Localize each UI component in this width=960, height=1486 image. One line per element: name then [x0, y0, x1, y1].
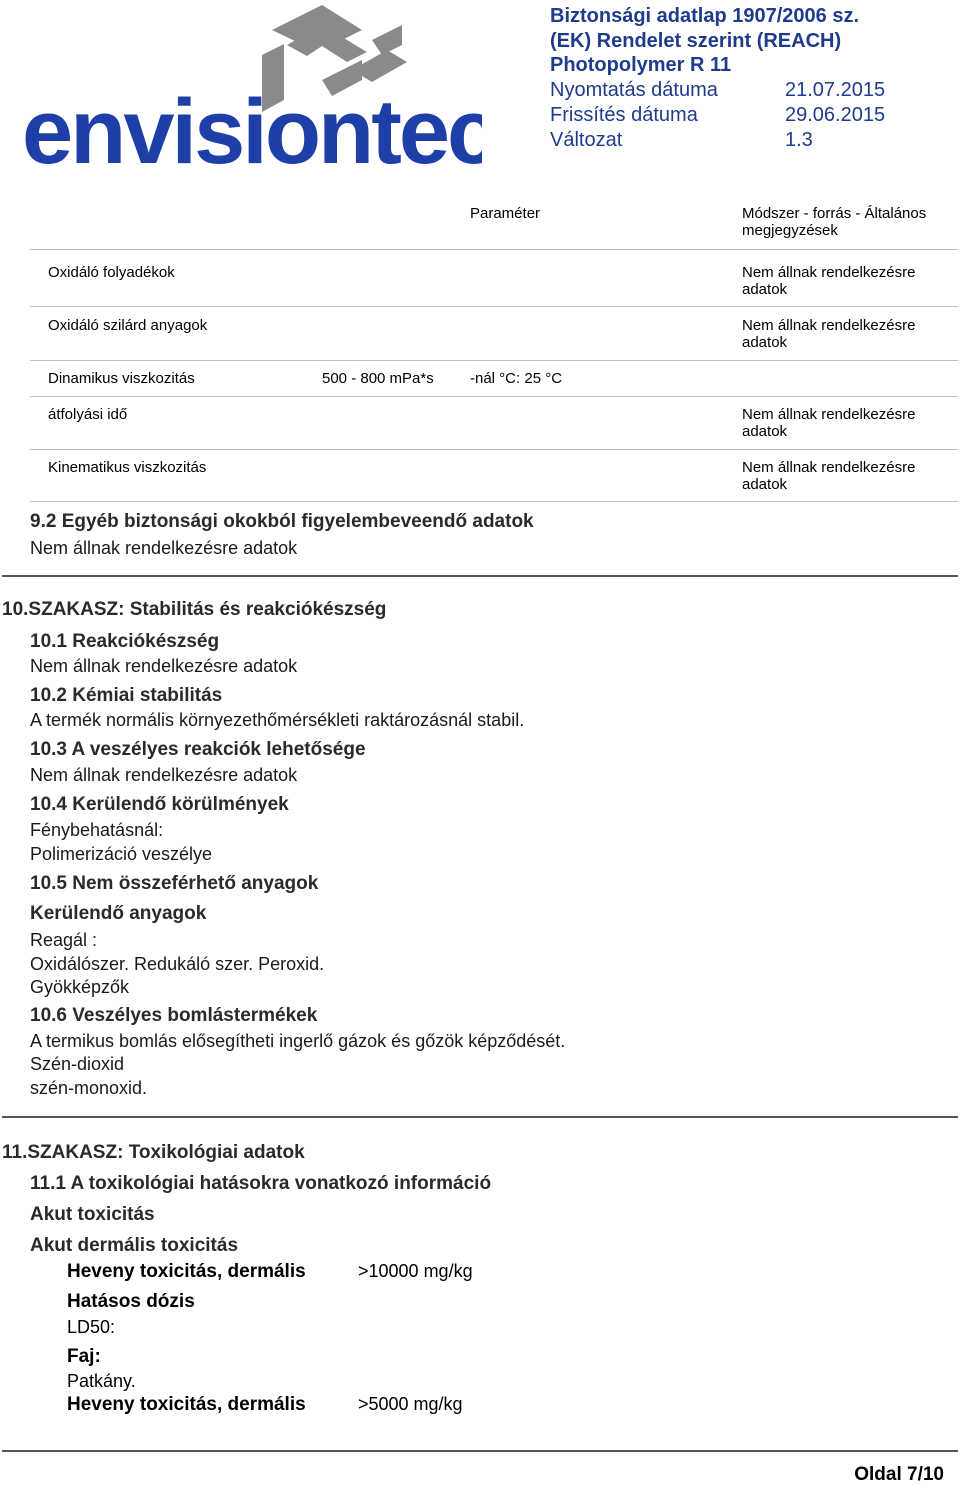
entry1-value: >10000 mg/kg — [358, 1261, 473, 1281]
table-row-divider — [30, 396, 958, 397]
section-11-1-heading: 11.1 A toxikológiai hatásokra vonatkozó információ — [30, 1173, 492, 1194]
entry1-label: Heveny toxicitás, dermális — [67, 1261, 306, 1282]
acute-dermal-toxicity-heading: Akut dermális toxicitás — [30, 1235, 239, 1256]
section-10-6-text3: szén-monoxid. — [30, 1078, 148, 1098]
section-10-1-heading: 10.1 Reakciókészség — [30, 631, 220, 652]
table-row-name: Kinematikus viszkozitás — [48, 459, 207, 476]
section-11-heading: 11.SZAKASZ: Toxikológiai adatok — [2, 1142, 305, 1163]
entry2-value: >5000 mg/kg — [358, 1394, 463, 1414]
section-divider — [2, 1116, 958, 1118]
section-10-4-heading: 10.4 Kerülendő körülmények — [30, 794, 289, 815]
section-10-heading: 10.SZAKASZ: Stabilitás és reakciókészség — [2, 599, 387, 620]
page-number: Oldal 7/10 — [854, 1464, 944, 1485]
section-10-5-text3: Gyökképzők — [30, 977, 130, 997]
table-row-note-line2: adatok — [742, 334, 788, 351]
column-header-parameter: Paraméter — [470, 205, 541, 222]
table-row-divider — [30, 306, 958, 307]
company-logo — [22, 0, 482, 178]
section-10-5-text2: Oxidálószer. Redukáló szer. Peroxid. — [30, 954, 325, 974]
print-date-value: 21.07.2015 — [785, 79, 886, 101]
species-label: Faj: — [67, 1346, 101, 1367]
section-10-6-text1: A termikus bomlás elősegítheti ingerlő gázok és gőzök képződését. — [30, 1031, 566, 1051]
section-10-2-heading: 10.2 Kémiai stabilitás — [30, 685, 223, 706]
table-row-note-line2: adatok — [742, 476, 788, 493]
section-10-6-text2: Szén-dioxid — [30, 1054, 125, 1074]
section-10-6-heading: 10.6 Veszélyes bomlástermékek — [30, 1005, 318, 1026]
table-row-note-line1: Nem állnak rendelkezésre — [742, 317, 916, 334]
footer-divider — [2, 1450, 958, 1452]
table-header-divider — [30, 249, 958, 250]
section-10-3-text: Nem állnak rendelkezésre adatok — [30, 765, 298, 785]
section-10-3-heading: 10.3 A veszélyes reakciók lehetősége — [30, 739, 366, 760]
table-row-name: Oxidáló szilárd anyagok — [48, 317, 208, 334]
table-row-note-line1: Nem állnak rendelkezésre — [742, 264, 916, 281]
table-row-name: átfolyási idő — [48, 406, 128, 423]
table-row-note-line2: adatok — [742, 423, 788, 440]
table-row-condition: -nál °C: 25 °C — [470, 370, 563, 387]
print-date-label: Nyomtatás dátuma — [550, 79, 718, 101]
update-date-value: 29.06.2015 — [785, 104, 886, 126]
column-header-method-line1: Módszer - forrás - Általános — [742, 205, 927, 222]
version-label: Változat — [550, 129, 623, 151]
section-10-5-heading: 10.5 Nem összeférhető anyagok — [30, 873, 319, 894]
section-10-5-subheading: Kerülendő anyagok — [30, 903, 207, 924]
document-title-line2: (EK) Rendelet szerint (REACH) — [550, 30, 842, 52]
section-9-2-text: Nem állnak rendelkezésre adatok — [30, 538, 298, 558]
entry2-label: Heveny toxicitás, dermális — [67, 1394, 306, 1415]
version-value: 1.3 — [785, 129, 813, 151]
table-row-divider — [30, 501, 958, 502]
section-10-2-text: A termék normális környezethőmérsékleti raktározásnál stabil. — [30, 710, 525, 730]
table-row-divider — [30, 360, 958, 361]
table-row-value: 500 - 800 mPa*s — [322, 370, 434, 387]
section-10-1-text: Nem állnak rendelkezésre adatok — [30, 656, 298, 676]
effective-dose-value: LD50: — [67, 1317, 116, 1337]
species-value: Patkány. — [67, 1371, 136, 1391]
column-header-method-line2: megjegyzések — [742, 222, 838, 239]
section-divider — [2, 575, 958, 577]
update-date-label: Frissítés dátuma — [550, 104, 698, 126]
acute-toxicity-heading: Akut toxicitás — [30, 1204, 155, 1225]
section-10-4-text1: Fénybehatásnál: — [30, 820, 164, 840]
table-row-divider — [30, 449, 958, 450]
table-row-note-line1: Nem állnak rendelkezésre — [742, 406, 916, 423]
table-row-note-line1: Nem állnak rendelkezésre — [742, 459, 916, 476]
section-9-2-heading: 9.2 Egyéb biztonsági okokból figyelembeveendő adatok — [30, 511, 534, 532]
product-name: Photopolymer R 11 — [550, 54, 732, 76]
effective-dose-label: Hatásos dózis — [67, 1291, 195, 1312]
table-row-note-line2: adatok — [742, 281, 788, 298]
table-row-name: Dinamikus viszkozitás — [48, 370, 195, 387]
section-10-5-text1: Reagál : — [30, 930, 98, 950]
section-10-4-text2: Polimerizáció veszélye — [30, 844, 213, 864]
document-title-line1: Biztonsági adatlap 1907/2006 sz. — [550, 5, 860, 27]
table-row-name: Oxidáló folyadékok — [48, 264, 175, 281]
logo-wordmark: envisiontec — [22, 81, 482, 178]
